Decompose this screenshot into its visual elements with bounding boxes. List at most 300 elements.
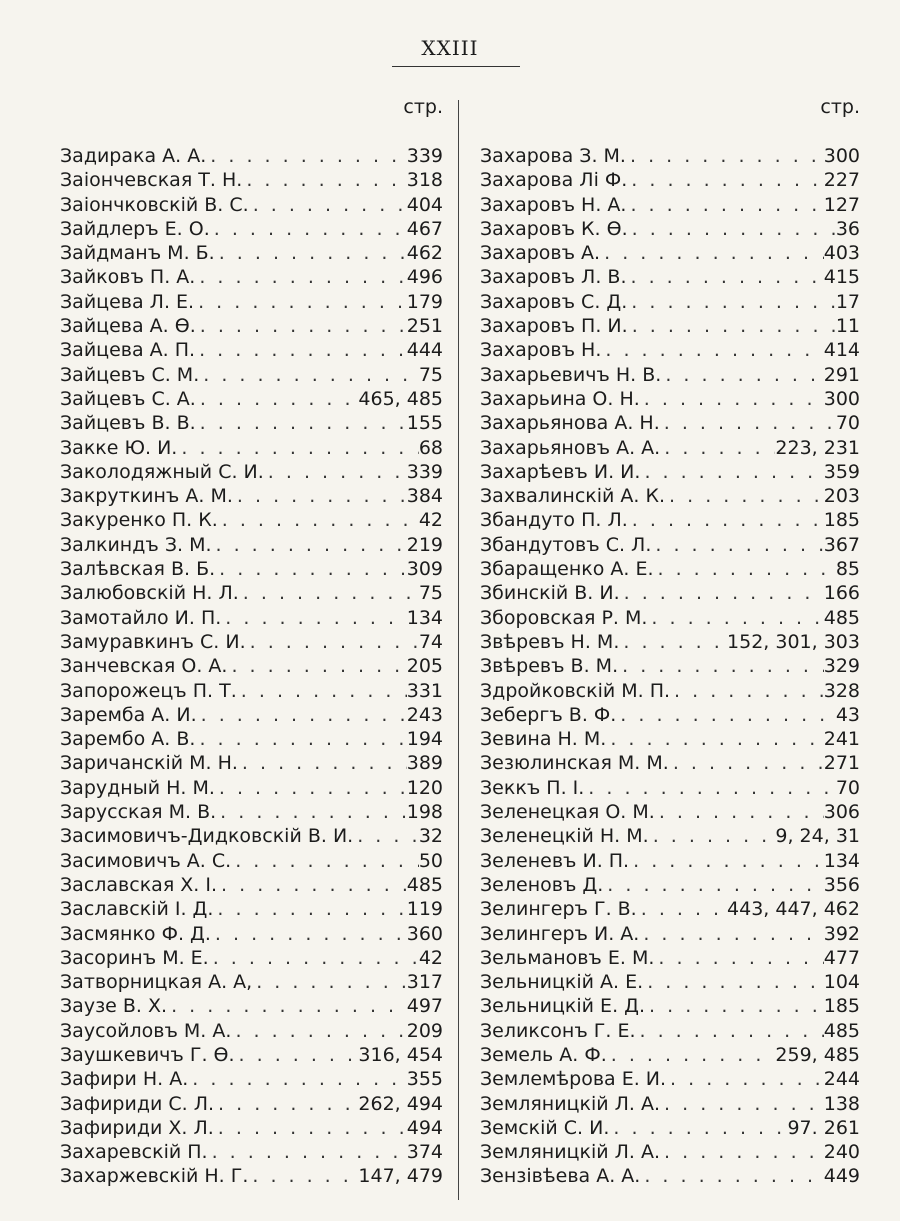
entry-name: Зафири Н. А. xyxy=(60,1068,189,1091)
entry-pages: 467 xyxy=(406,217,443,240)
dot-leader xyxy=(626,144,824,168)
dot-leader xyxy=(603,873,823,897)
dot-leader xyxy=(628,508,824,532)
dot-leader xyxy=(640,1164,823,1188)
entry-name: Збандутовъ С. Л. xyxy=(480,533,652,556)
entry-name: Заіончковскій В. С. xyxy=(60,193,249,216)
dot-leader xyxy=(654,946,823,970)
dot-leader xyxy=(640,387,824,411)
index-entry xyxy=(480,460,860,484)
index-entry xyxy=(60,776,443,800)
entry-name: Зарудный Н. М. xyxy=(60,776,215,799)
entry-pages: 355 xyxy=(406,1068,443,1091)
entry-name: Захвалинскій А. К. xyxy=(480,485,666,508)
index-entry xyxy=(60,411,443,435)
index-entry xyxy=(480,557,860,581)
entry-name: Заремба А. И. xyxy=(60,703,197,726)
entry-pages: 262, 494 xyxy=(358,1092,443,1115)
entry-name: Земляницкій Л. А. xyxy=(480,1141,661,1164)
entry-pages: 449 xyxy=(823,1165,860,1188)
entry-pages: 404 xyxy=(406,193,443,216)
index-column-right xyxy=(480,0,860,1221)
index-entry xyxy=(60,994,443,1018)
entry-pages: 50 xyxy=(418,849,443,872)
entry-name: Зеленецкій Н. М. xyxy=(480,825,649,848)
entry-pages: 259, 485 xyxy=(775,1043,860,1066)
index-entry xyxy=(60,484,443,508)
index-entry xyxy=(480,776,860,800)
dot-leader xyxy=(248,1164,358,1188)
dot-leader xyxy=(211,922,407,946)
entry-name: Заславскій I. Д. xyxy=(60,898,214,921)
entry-pages: 17 xyxy=(835,290,860,313)
entry-name: Заіончевская Т. Н. xyxy=(60,169,243,192)
dot-leader xyxy=(239,581,419,605)
entry-pages: 119 xyxy=(406,898,443,921)
index-entry xyxy=(60,824,443,848)
entry-pages: 11 xyxy=(835,315,860,338)
entry-pages: 42 xyxy=(418,946,443,969)
dot-leader xyxy=(221,606,406,630)
entry-name: Задирака А. А. xyxy=(60,145,207,167)
entry-name: Зафириди С. Л. xyxy=(60,1092,215,1115)
dot-leader xyxy=(660,1092,824,1116)
index-entry xyxy=(480,338,860,362)
entry-name: Засмянко Ф. Д. xyxy=(60,922,211,945)
entry-pages: 75 xyxy=(418,582,443,605)
index-entry xyxy=(480,436,860,460)
entry-name: Захарѣевъ И. И. xyxy=(480,460,641,483)
entry-name: Закке Ю. И. xyxy=(60,436,178,459)
index-entry xyxy=(480,1092,860,1116)
index-entry xyxy=(60,265,443,289)
dot-leader xyxy=(660,411,836,435)
entry-name: Зельмановъ Е. М. xyxy=(480,946,655,969)
dot-leader xyxy=(637,897,727,921)
entry-pages: 243 xyxy=(406,703,443,726)
entry-pages: 198 xyxy=(406,801,443,824)
entry-name: Залкиндъ З. М. xyxy=(60,533,212,556)
dot-leader xyxy=(246,630,419,654)
entry-name: Заусойловъ М. А. xyxy=(60,1019,232,1042)
entry-pages: 251 xyxy=(406,315,443,338)
entry-pages: 152, 301, 303 xyxy=(727,630,860,653)
index-entry xyxy=(60,1019,443,1043)
entry-pages: 359 xyxy=(823,460,860,483)
dot-leader xyxy=(214,1092,358,1116)
entry-name: Затворницкая А. А, xyxy=(60,971,253,994)
entry-name: Зеленовъ Д. xyxy=(480,873,604,896)
entry-name: Запорожецъ П. Т. xyxy=(60,679,237,702)
dot-leader xyxy=(199,363,419,387)
index-entry xyxy=(480,922,860,946)
index-entry xyxy=(60,849,443,873)
entry-name: Заушкевичъ Г. Ѳ. xyxy=(60,1043,235,1066)
index-entry xyxy=(60,970,443,994)
entry-pages: 374 xyxy=(406,1141,443,1164)
index-entry xyxy=(60,168,443,192)
index-entry xyxy=(480,1067,860,1091)
dot-leader xyxy=(195,338,407,362)
dot-leader xyxy=(214,1116,407,1140)
index-entry xyxy=(60,946,443,970)
dot-leader xyxy=(647,606,823,630)
entry-name: Захарьянова А. Н. xyxy=(480,412,660,435)
entry-name: Закруткинъ А. М. xyxy=(60,485,233,508)
dot-leader xyxy=(618,654,824,678)
index-entry xyxy=(480,581,860,605)
index-entry xyxy=(480,484,860,508)
dot-leader xyxy=(643,970,824,994)
dot-leader xyxy=(210,217,407,241)
entry-name: Захарьевичъ Н. В. xyxy=(480,363,662,386)
dot-leader xyxy=(215,776,407,800)
entry-pages: 85 xyxy=(835,558,860,581)
entry-name: Зайцевъ В. В. xyxy=(60,412,196,435)
index-entry xyxy=(60,581,443,605)
entry-name: Захаровъ Л. В. xyxy=(480,266,627,289)
entry-name: Зеленевъ И. П. xyxy=(480,849,630,872)
entry-pages: 68 xyxy=(418,436,443,459)
index-entry xyxy=(480,1043,860,1067)
dot-leader xyxy=(665,484,824,508)
entry-name: Зборовская Р. М. xyxy=(480,606,648,629)
entry-pages: 74 xyxy=(418,630,443,653)
dot-leader xyxy=(177,436,418,460)
entry-pages: 414 xyxy=(823,339,860,362)
entry-name: Зарусская М. В. xyxy=(60,801,217,824)
entry-name: Захарова З. М. xyxy=(480,145,626,167)
entry-pages: 339 xyxy=(406,460,443,483)
entry-pages: 104 xyxy=(823,971,860,994)
index-entry xyxy=(480,1140,860,1164)
entry-name: Захаровъ С. Д. xyxy=(480,290,628,313)
index-entry xyxy=(480,897,860,921)
entry-pages: 494 xyxy=(406,1116,443,1139)
index-entry xyxy=(480,168,860,192)
entry-pages: 465, 485 xyxy=(358,387,443,410)
entry-pages: 443, 447, 462 xyxy=(727,898,860,921)
entry-pages: 318 xyxy=(406,169,443,192)
index-entry xyxy=(480,849,860,873)
dot-leader xyxy=(231,849,419,873)
entry-pages: 179 xyxy=(406,290,443,313)
index-entry xyxy=(60,436,443,460)
index-entry xyxy=(60,314,443,338)
entry-pages: 291 xyxy=(823,363,860,386)
index-entry xyxy=(60,751,443,775)
dot-leader xyxy=(640,460,823,484)
entry-name: Земскій С. И. xyxy=(480,1116,610,1139)
dot-leader xyxy=(196,387,359,411)
entry-name: Засоринъ М. Е. xyxy=(60,946,209,969)
entry-name: Засимовичъ-Дидковскій В. И. xyxy=(60,825,354,848)
dot-leader xyxy=(212,533,407,557)
entry-pages: 444 xyxy=(406,339,443,362)
entry-pages: 70 xyxy=(835,776,860,799)
dot-leader xyxy=(231,1019,406,1043)
entry-pages: 43 xyxy=(835,703,860,726)
dot-leader xyxy=(606,727,823,751)
dot-leader xyxy=(208,1140,407,1164)
index-entry xyxy=(480,654,860,678)
dot-leader xyxy=(242,168,406,192)
entry-name: Закуренко П. К. xyxy=(60,509,218,532)
entry-name: Зеликсонъ Г. Е. xyxy=(480,1019,636,1042)
index-entry xyxy=(480,508,860,532)
index-entry xyxy=(480,1116,860,1140)
index-entry xyxy=(60,460,443,484)
index-entry xyxy=(60,606,443,630)
entry-pages: 9, 24, 31 xyxy=(775,825,860,848)
index-entry xyxy=(480,970,860,994)
dot-leader xyxy=(654,557,836,581)
entry-name: Захарьяновъ А. А. xyxy=(480,436,661,459)
entry-name: Зайдлеръ Е. О. xyxy=(60,217,210,240)
entry-pages: 127 xyxy=(823,193,860,216)
dot-leader xyxy=(215,557,407,581)
entry-pages: 36 xyxy=(835,217,860,240)
entry-pages: 32 xyxy=(418,825,443,848)
page-column-label: стр. xyxy=(820,96,860,118)
index-entry xyxy=(480,703,860,727)
dot-leader xyxy=(353,824,419,848)
dot-leader xyxy=(619,630,727,654)
entry-pages: 356 xyxy=(823,873,860,896)
entry-name: Зайцева А. П. xyxy=(60,339,196,362)
dot-leader xyxy=(206,144,406,168)
dot-leader xyxy=(188,1067,406,1091)
entry-pages: 138 xyxy=(823,1092,860,1115)
entry-pages: 485 xyxy=(823,606,860,629)
entry-pages: 185 xyxy=(823,995,860,1018)
entry-name: Зайцева А. Ѳ. xyxy=(60,315,196,338)
index-entries xyxy=(60,144,443,1189)
entry-pages: 147, 479 xyxy=(358,1165,443,1188)
entry-pages: 134 xyxy=(823,849,860,872)
entry-name: Засимовичъ А. С. xyxy=(60,849,232,872)
entry-name: Зезюлинская М. М. xyxy=(480,752,669,775)
dot-leader xyxy=(235,1043,359,1067)
index-entry xyxy=(480,800,860,824)
index-entry xyxy=(60,727,443,751)
dot-leader xyxy=(655,800,824,824)
entry-pages: 306 xyxy=(823,801,860,824)
dot-leader xyxy=(227,654,406,678)
index-entry xyxy=(480,314,860,338)
entry-pages: 219 xyxy=(406,533,443,556)
index-entry xyxy=(480,533,860,557)
entry-name: Захарова Лі Ф. xyxy=(480,169,628,192)
entry-pages: 194 xyxy=(406,728,443,751)
entry-pages: 166 xyxy=(823,582,860,605)
entry-pages: 316, 454 xyxy=(358,1043,443,1066)
entry-name: Зайцевъ С. А. xyxy=(60,387,196,410)
entry-pages: 240 xyxy=(823,1141,860,1164)
dot-leader xyxy=(636,1019,824,1043)
index-entry xyxy=(60,703,443,727)
index-entry xyxy=(60,144,443,168)
index-entry xyxy=(60,679,443,703)
index-entry xyxy=(480,630,860,654)
entry-name: Залѣвская В. Б. xyxy=(60,558,216,581)
entry-pages: 185 xyxy=(823,509,860,532)
entry-pages: 415 xyxy=(823,266,860,289)
entry-name: Заричанскій М. Н. xyxy=(60,752,238,775)
dot-leader xyxy=(196,314,407,338)
entry-pages: 155 xyxy=(406,412,443,435)
dot-leader xyxy=(584,776,836,800)
index-entry xyxy=(480,290,860,314)
entry-name: Захаровъ Н. А. xyxy=(480,193,627,216)
entry-name: Зеленецкая О. М. xyxy=(480,801,655,824)
entry-pages: 244 xyxy=(823,1068,860,1091)
entry-pages: 134 xyxy=(406,606,443,629)
index-column-left xyxy=(60,0,443,1221)
entry-name: Зайцевъ С. М. xyxy=(60,363,200,386)
entry-pages: 42 xyxy=(418,509,443,532)
entry-pages: 241 xyxy=(823,728,860,751)
entry-name: Збандуто П. Л. xyxy=(480,509,628,532)
index-entry xyxy=(60,533,443,557)
page-number: XXIII xyxy=(421,36,479,60)
entry-name: Замуравкинъ С. И. xyxy=(60,630,246,653)
entry-name: Зайцева Л. Е. xyxy=(60,290,195,313)
dot-leader xyxy=(264,460,407,484)
dot-leader xyxy=(629,849,824,873)
entry-pages: 97. 261 xyxy=(787,1116,860,1139)
entry-name: Зелингеръ Г. В. xyxy=(480,898,637,921)
entry-pages: 367 xyxy=(823,533,860,556)
index-entry xyxy=(480,363,860,387)
entry-name: Захаревскій П. xyxy=(60,1141,208,1164)
dot-leader xyxy=(649,824,776,848)
index-entry xyxy=(60,897,443,921)
entry-pages: 485 xyxy=(406,873,443,896)
column-divider xyxy=(458,100,459,1200)
dot-leader xyxy=(167,994,407,1018)
entry-name: Звѣревъ Н. М. xyxy=(480,630,620,653)
index-entry xyxy=(60,363,443,387)
index-entry xyxy=(480,1019,860,1043)
index-entry xyxy=(480,193,860,217)
dot-leader xyxy=(209,946,419,970)
dot-leader xyxy=(194,290,407,314)
dot-leader xyxy=(627,290,836,314)
entry-name: Зайдманъ М. Б. xyxy=(60,242,215,265)
entry-name: Звѣревъ В. М. xyxy=(480,655,619,678)
dot-leader xyxy=(218,508,419,532)
entry-name: Збинскій В. И. xyxy=(480,582,620,605)
entry-pages: 389 xyxy=(406,752,443,775)
dot-leader xyxy=(626,193,823,217)
index-entry xyxy=(60,241,443,265)
index-entry xyxy=(480,217,860,241)
entry-name: Зафириди Х. Л. xyxy=(60,1116,214,1139)
index-entry xyxy=(60,873,443,897)
dot-leader xyxy=(660,1140,824,1164)
dot-leader xyxy=(627,168,823,192)
entry-name: Зензівѣева А. А. xyxy=(480,1165,641,1188)
dot-leader xyxy=(666,1067,824,1091)
dot-leader xyxy=(616,703,836,727)
dot-leader xyxy=(237,679,407,703)
entry-pages: 328 xyxy=(823,679,860,702)
index-entry xyxy=(480,265,860,289)
entry-name: Захаржевскій Н. Г. xyxy=(60,1165,249,1188)
index-entry xyxy=(480,241,860,265)
dot-leader xyxy=(607,1043,776,1067)
index-entry xyxy=(480,727,860,751)
entry-name: Заславская Х. I. xyxy=(60,873,218,896)
index-entry xyxy=(480,824,860,848)
index-entry xyxy=(60,217,443,241)
dot-leader xyxy=(238,751,407,775)
index-entry xyxy=(60,557,443,581)
entry-pages: 497 xyxy=(406,995,443,1018)
dot-leader xyxy=(620,581,824,605)
entry-pages: 329 xyxy=(823,655,860,678)
index-entry xyxy=(60,800,443,824)
entry-name: Захаровъ Н. xyxy=(480,339,602,362)
entry-name: Зеккъ П. I. xyxy=(480,776,585,799)
entry-pages: 203 xyxy=(823,485,860,508)
index-entry xyxy=(60,1140,443,1164)
entry-name: Заузе В. Х. xyxy=(60,995,168,1018)
entry-pages: 227 xyxy=(823,169,860,192)
dot-leader xyxy=(195,727,406,751)
entry-pages: 300 xyxy=(823,145,860,167)
index-entry xyxy=(480,1164,860,1188)
index-entry xyxy=(60,1164,443,1188)
index-entry xyxy=(60,387,443,411)
entry-pages: 271 xyxy=(823,752,860,775)
entry-pages: 496 xyxy=(406,266,443,289)
dot-leader xyxy=(660,436,775,460)
dot-leader xyxy=(661,363,823,387)
index-entry xyxy=(480,606,860,630)
index-entry xyxy=(480,144,860,168)
entry-pages: 209 xyxy=(406,1019,443,1042)
entry-name: Зарембо А. В. xyxy=(60,728,196,751)
dot-leader xyxy=(216,800,407,824)
dot-leader xyxy=(639,922,823,946)
index-entry xyxy=(480,994,860,1018)
entry-name: Зелингеръ И. А. xyxy=(480,922,640,945)
entry-name: Земляницкій Л. А. xyxy=(480,1092,661,1115)
entry-pages: 317 xyxy=(406,971,443,994)
entry-name: Захаровъ А. xyxy=(480,242,601,265)
entry-pages: 120 xyxy=(406,776,443,799)
dot-leader xyxy=(233,484,407,508)
entry-pages: 462 xyxy=(406,242,443,265)
entry-pages: 403 xyxy=(823,242,860,265)
dot-leader xyxy=(213,897,406,921)
entry-pages: 70 xyxy=(835,412,860,435)
entry-pages: 75 xyxy=(418,363,443,386)
entry-name: Захаровъ П. И. xyxy=(480,315,628,338)
index-entry xyxy=(60,1043,443,1067)
dot-leader xyxy=(601,338,823,362)
page-column-label: стр. xyxy=(403,96,443,118)
dot-leader xyxy=(197,703,407,727)
index-entry xyxy=(480,946,860,970)
dot-leader xyxy=(252,970,407,994)
entry-name: Зайковъ П. А. xyxy=(60,266,196,289)
dot-leader xyxy=(217,873,407,897)
index-entry xyxy=(60,1116,443,1140)
entry-name: Замотайло И. П. xyxy=(60,606,222,629)
